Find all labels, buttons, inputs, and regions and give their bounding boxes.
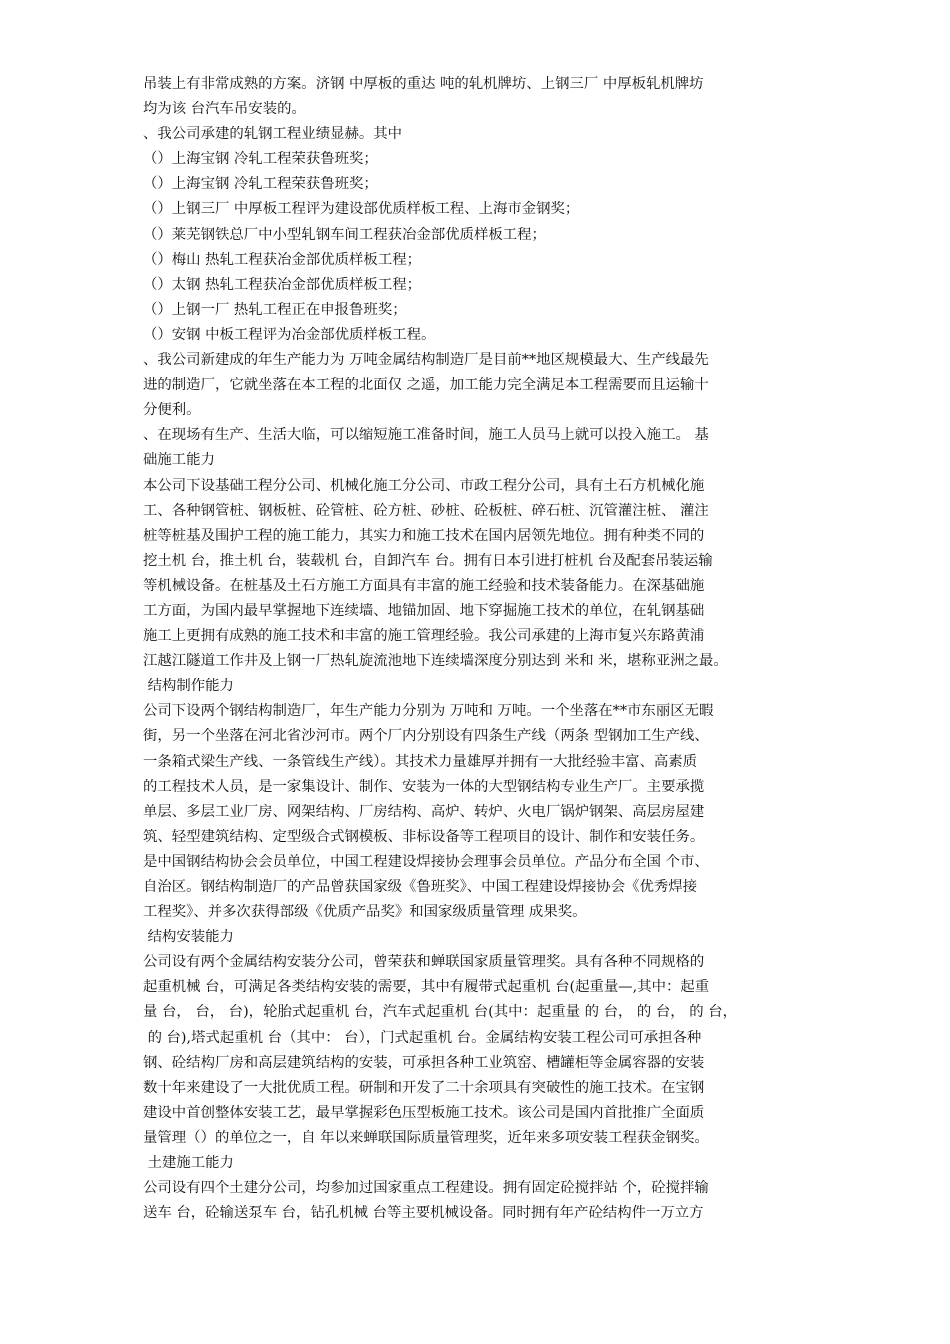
- text-line: 桩等桩基及围护工程的施工能力，其实力和施工技术在国内居领先地位。拥有种类不同的: [143, 527, 705, 544]
- text-line: 筑、轻型建筑结构、定型级合式钢模板、非标设备等工程项目的设计、制作和安装任务。: [143, 828, 705, 845]
- text-line: 钢、砼结构厂房和高层建筑结构的安装，可承担各种工业筑窑、槽罐柜等金属容器的安装: [143, 1054, 705, 1071]
- text-line: 工、各种钢管桩、钢板桩、砼管桩、砼方桩、砂桩、砼板桩、碎石桩、沉管灌注桩、 灌注: [143, 502, 709, 519]
- text-line: 公司设有两个金属结构安装分公司，曾荣获和蝉联国家质量管理奖。具有各种不同规格的: [143, 954, 705, 971]
- text-line: 结构制作能力: [143, 678, 234, 695]
- text-line: 的 台),塔式起重机 台（其中： 台），门式起重机 台。金属结构安装工程公司可承担各种: [143, 1029, 702, 1046]
- text-line: 、在现场有生产、生活大临，可以缩短施工准备时间，施工人员马上就可以投入施工。 基: [143, 427, 709, 444]
- text-line: （）上海宝钢 冷轧工程荣获鲁班奖；: [143, 151, 378, 168]
- text-line: 、我公司新建成的年生产能力为 万吨金属结构制造厂是目前**地区规模最大、生产线最先: [143, 352, 709, 369]
- text-line: （）太钢 热轧工程获冶金部优质样板工程；: [143, 276, 421, 293]
- text-line: 公司下设两个钢结构制造厂，年生产能力分别为 万吨和 万吨。一个坐落在**市东丽区无暇: [143, 703, 714, 720]
- text-line: 量管理（）的单位之一，自 年以来蝉联国际质量管理奖，近年来多项安装工程获金钢奖。: [143, 1129, 709, 1146]
- text-line: 等机械设备。在桩基及土石方施工方面具有丰富的施工经验和技术装备能力。在深基础施: [143, 577, 705, 594]
- text-line: 数十年来建设了一大批优质工程。研制和开发了二十余项具有突破性的施工技术。在宝钢: [143, 1079, 705, 1096]
- text-line: 施工上更拥有成熟的施工技术和丰富的施工管理经验。我公司承建的上海市复兴东路黄浦: [143, 628, 705, 645]
- text-line: 单层、多层工业厂房、网架结构、厂房结构、高炉、转炉、火电厂锅炉钢架、高层房屋建: [143, 803, 705, 820]
- text-line: 送车 台，砼输送泵车 台，钻孔机械 台等主要机械设备。同时拥有年产砼结构件一万立方: [143, 1205, 704, 1222]
- text-line: 的工程技术人员，是一家集设计、制作、安装为一体的大型钢结构专业生产厂。主要承揽: [143, 778, 705, 795]
- text-line: 分便利。: [143, 402, 201, 419]
- text-line: 江越江隧道工作井及上钢一厂热轧旋流池地下连续墙深度分别达到 米和 米，堪称亚洲之最。: [143, 653, 728, 670]
- text-line: 本公司下设基础工程分公司、机械化施工分公司、市政工程分公司，具有土石方机械化施: [143, 477, 705, 494]
- text-line: 公司设有四个土建分公司，均参加过国家重点工程建设。拥有固定砼搅拌站 个，砼搅拌输: [143, 1180, 709, 1197]
- text-line: 础施工能力: [143, 452, 215, 469]
- text-line: 进的制造厂，它就坐落在本工程的北面仅 之遥，加工能力完全满足本工程需要而且运输十: [143, 377, 709, 394]
- text-line: 街，另一个坐落在河北省沙河市。两个厂内分别设有四条生产线（两条 型钢加工生产线、: [143, 728, 709, 745]
- text-line: 起重机械 台，可满足各类结构安装的需要，其中有履带式起重机 台(起重量—,其中：起重: [143, 979, 710, 996]
- text-line: （）梅山 热轧工程获冶金部优质样板工程；: [143, 251, 421, 268]
- text-line: （）上海宝钢 冷轧工程荣获鲁班奖；: [143, 176, 378, 193]
- text-line: （）莱芜钢铁总厂中小型轧钢车间工程获冶金部优质样板工程；: [143, 226, 546, 243]
- text-line: 土建施工能力: [143, 1155, 234, 1172]
- text-line: 吊装上有非常成熟的方案。济钢 中厚板的重达 吨的轧机牌坊、上钢三厂 中厚板轧机牌坊: [143, 76, 704, 92]
- text-line: 建设中首创整体安装工艺，最早掌握彩色压型板施工技术。该公司是国内首批推广全面质: [143, 1104, 705, 1121]
- text-line: （）上钢一厂 热轧工程正在申报鲁班奖；: [143, 301, 407, 318]
- text-line: 、我公司承建的轧钢工程业绩显赫。其中: [143, 126, 403, 143]
- text-line: 挖土机 台，推土机 台，装载机 台，自卸汽车 台。拥有日本引进打桩机 台及配套吊装运输: [143, 552, 713, 569]
- document-page: [143, 72, 811, 1226]
- text-line: 工方面，为国内最早掌握地下连续墙、地锚加固、地下穿掘施工技术的单位，在轧钢基础: [143, 602, 705, 619]
- text-line: 是中国钢结构协会会员单位，中国工程建设焊接协会理事会员单位。产品分布全国 个市、: [143, 853, 709, 870]
- text-line: 一条箱式梁生产线、一条管线生产线）。其技术力量雄厚并拥有一大批经验丰富、高素质: [143, 753, 698, 770]
- text-line: 均为该 台汽车吊安装的。: [143, 101, 306, 118]
- text-line: （）上钢三厂 中厚板工程评为建设部优质样板工程、上海市金钢奖；: [143, 201, 580, 218]
- text-line: 结构安装能力: [143, 929, 234, 946]
- text-line: 量 台， 台， 台)，轮胎式起重机 台，汽车式起重机 台(其中：起重量 的 台， 的 台， 的 台，: [143, 1004, 738, 1021]
- text-line: （）安钢 中板工程评为冶金部优质样板工程。: [143, 326, 436, 343]
- text-line: 工程奖》、并多次获得部级《优质产品奖》和国家级质量管理 成果奖。: [143, 904, 587, 921]
- text-line: 自治区。钢结构制造厂的产品曾获国家级《鲁班奖》、中国工程建设焊接协会《优秀焊接: [143, 879, 698, 895]
